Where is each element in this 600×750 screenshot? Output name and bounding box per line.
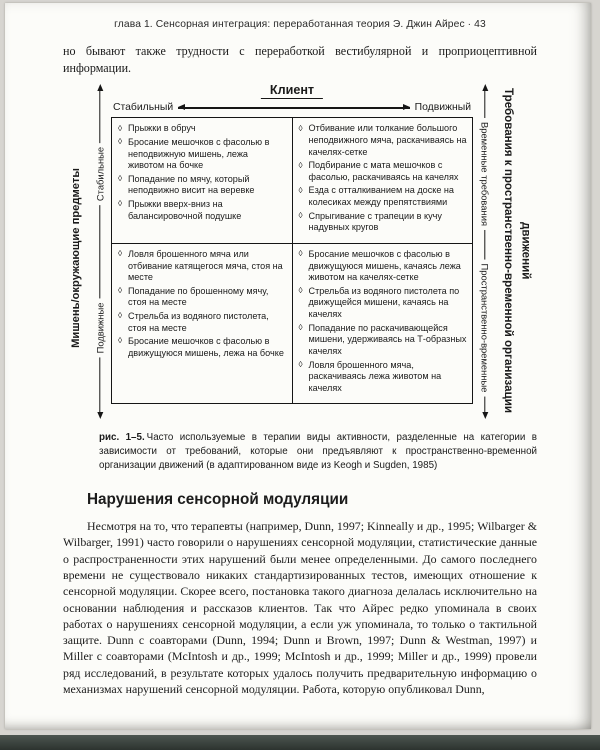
figure-caption xyxy=(99,431,537,473)
diamond-bullet-icon: ◊ xyxy=(118,173,123,184)
activity-text: Стрельба из водяного пистолета по движущейся мишени, качаясь на качелях xyxy=(308,285,460,320)
activity-text: Стрельба из водяного пистолета, стоя на месте xyxy=(128,310,269,333)
diamond-bullet-icon: ◊ xyxy=(298,359,303,369)
diamond-bullet-icon: ◊ xyxy=(118,248,123,259)
right-axis xyxy=(473,83,497,418)
book-edge-band xyxy=(0,735,600,750)
activity-item xyxy=(299,185,468,209)
activity-item xyxy=(299,360,468,395)
activity-text: Попадание по раскачивающейся мишени, удерживаясь на Т-образных качелях xyxy=(308,322,467,357)
activity-cell-bottom-left xyxy=(112,243,293,404)
activity-text: Прыжки в обруч xyxy=(128,123,196,134)
activity-item xyxy=(299,249,468,284)
diamond-bullet-icon: ◊ xyxy=(298,210,303,221)
activity-item xyxy=(299,160,468,184)
right-axis-top-label: Временные требования xyxy=(480,118,491,230)
diamond-bullet-icon: ◊ xyxy=(118,198,123,209)
table-row xyxy=(112,243,473,404)
section-heading: Нарушения сенсорной модуляции xyxy=(87,491,349,509)
figure-center xyxy=(111,83,473,418)
figure-1-5-diagram xyxy=(63,83,537,418)
activities-table xyxy=(111,117,473,404)
horizontal-double-arrow-icon xyxy=(178,107,409,108)
diamond-bullet-icon: ◊ xyxy=(118,122,123,133)
left-outer-axis-label: Мишень/окружающие предметы xyxy=(70,167,82,348)
activity-text: Спрыгивание с трапеции в кучу надувных кругов xyxy=(308,210,442,233)
diamond-bullet-icon: ◊ xyxy=(298,184,303,195)
activity-item xyxy=(118,336,287,360)
activity-item xyxy=(118,174,287,198)
activity-item xyxy=(299,323,468,358)
diamond-bullet-icon: ◊ xyxy=(118,310,123,321)
right-axis-bottom-label: Пространственно-временные xyxy=(480,259,491,396)
table-row xyxy=(112,118,473,243)
client-axis-title: Клиент xyxy=(261,83,323,99)
activity-item xyxy=(299,286,468,321)
diamond-bullet-icon: ◊ xyxy=(298,159,303,170)
diamond-bullet-icon: ◊ xyxy=(298,248,303,259)
intro-paragraph: но бывают также трудности с переработкой вестибулярной и проприоцептивной информации. xyxy=(63,44,537,75)
activity-text: Попадание по мячу, который неподвижно висит на веревке xyxy=(128,173,255,196)
client-axis-header xyxy=(111,83,473,117)
figure-caption-text: Часто используемые в терапии виды активности, разделенные на категории в зависимости от требований, которые они предъявляют к пространственно-временной организации движений (в адаптированном виде из Keogh и Sugden, 1985) xyxy=(99,432,537,472)
activity-list xyxy=(118,249,287,360)
activity-item xyxy=(118,137,287,172)
activity-text: Прыжки вверх-вниз на балансировочной подушке xyxy=(128,198,242,221)
activity-list xyxy=(299,123,468,234)
activity-item xyxy=(118,249,287,284)
client-right-label: Подвижный xyxy=(414,102,471,114)
activity-item xyxy=(118,123,287,135)
left-axis xyxy=(89,83,111,418)
diamond-bullet-icon: ◊ xyxy=(298,122,303,133)
running-head: глава 1. Сенсорная интеграция: переработанная теория Э. Джин Айрес · 43 xyxy=(114,19,486,30)
diamond-bullet-icon: ◊ xyxy=(118,335,123,346)
activity-cell-top-right xyxy=(292,118,473,243)
activity-item xyxy=(299,211,468,235)
activity-cell-top-left xyxy=(112,118,293,243)
body-paragraph: Несмотря на то, что терапевты (например, Dunn, 1997; Kinneally и др., 1995; Wilbarger & Wilbarger, 1991) часто говорили о нарушениях сенсорной модуляции, статистические данные о распространенности этих нарушений были менее определенными. До самого последнего времени не существовало никаких стандартизированных тестов, имеющих отношение к сенсорной модуляции. Скорее всего, постановка такого диагноза делалась исключительно на основании наблюдения и рассказов клиентов. Так что Айрес редко упоминала в своих работах о нарушениях сенсорной модуляции, а если уж упоминала, то только о тактильной защите. Dunn с соавторами (Dunn, 1994; Dunn и Brown, 1997; Dunn & Westman, 1997) и Miller с соавторами (McIntosh и др., 1999; McIntosh и др., 1999; Miller и др., 1999) провели ряд исследований, в результате которых удалось получить предварительную информацию о механизмах нарушений сенсорной модуляции. Работа, которую опубликовал Dunn, xyxy=(63,519,537,697)
diamond-bullet-icon: ◊ xyxy=(118,136,123,147)
activity-text: Отбивание или толкание большого неподвижного мяча, раскачиваясь на качелях-сетке xyxy=(308,123,467,157)
book-page xyxy=(5,3,591,729)
activity-text: Попадание по брошенному мячу, стоя на месте xyxy=(128,285,269,308)
activity-text: Бросание мешочков с фасолью в движущуюся мишень, лежа на бочке xyxy=(128,335,284,358)
activity-text: Ловля брошенного мяча или отбивание катящегося мяча, стоя на месте xyxy=(128,248,283,283)
activity-item xyxy=(118,311,287,335)
activity-text: Езда с отталкиванием на доске на колесиках между препятствиями xyxy=(308,185,454,208)
diamond-bullet-icon: ◊ xyxy=(118,285,123,296)
activity-list xyxy=(299,249,468,395)
right-outer-axis-label: Требования к пространственно-временной организации движений xyxy=(502,88,533,414)
client-axis-row xyxy=(113,102,471,113)
right-outer-axis-title xyxy=(497,83,537,418)
activity-text: Ловля брошенного мяча, раскачиваясь лежа животом на качелях xyxy=(308,359,442,394)
activity-item xyxy=(299,123,468,158)
activity-item xyxy=(118,286,287,310)
diamond-bullet-icon: ◊ xyxy=(298,322,303,333)
figure-caption-number: рис. 1–5. xyxy=(99,432,145,444)
activity-text: Подбирание с мата мешочков с фасолью, раскачиваясь на качелях xyxy=(308,160,459,183)
activity-list xyxy=(118,123,287,222)
left-outer-axis-title xyxy=(63,83,89,418)
vertical-double-arrow-icon xyxy=(99,91,100,412)
page-content xyxy=(5,3,591,729)
left-axis-top-label: Стабильные xyxy=(95,143,106,205)
activity-cell-bottom-right xyxy=(292,243,473,404)
left-axis-bottom-label: Подвижные xyxy=(95,299,106,358)
activity-item xyxy=(118,199,287,223)
activity-text: Бросание мешочков с фасолью в неподвижную мишень, лежа животом на бочке xyxy=(128,136,270,171)
client-left-label: Стабильный xyxy=(113,102,174,114)
activity-text: Бросание мешочков с фасолью в движущуюся мишень, качаясь лежа животом на качелях-сетке xyxy=(308,248,461,283)
diamond-bullet-icon: ◊ xyxy=(298,285,303,296)
